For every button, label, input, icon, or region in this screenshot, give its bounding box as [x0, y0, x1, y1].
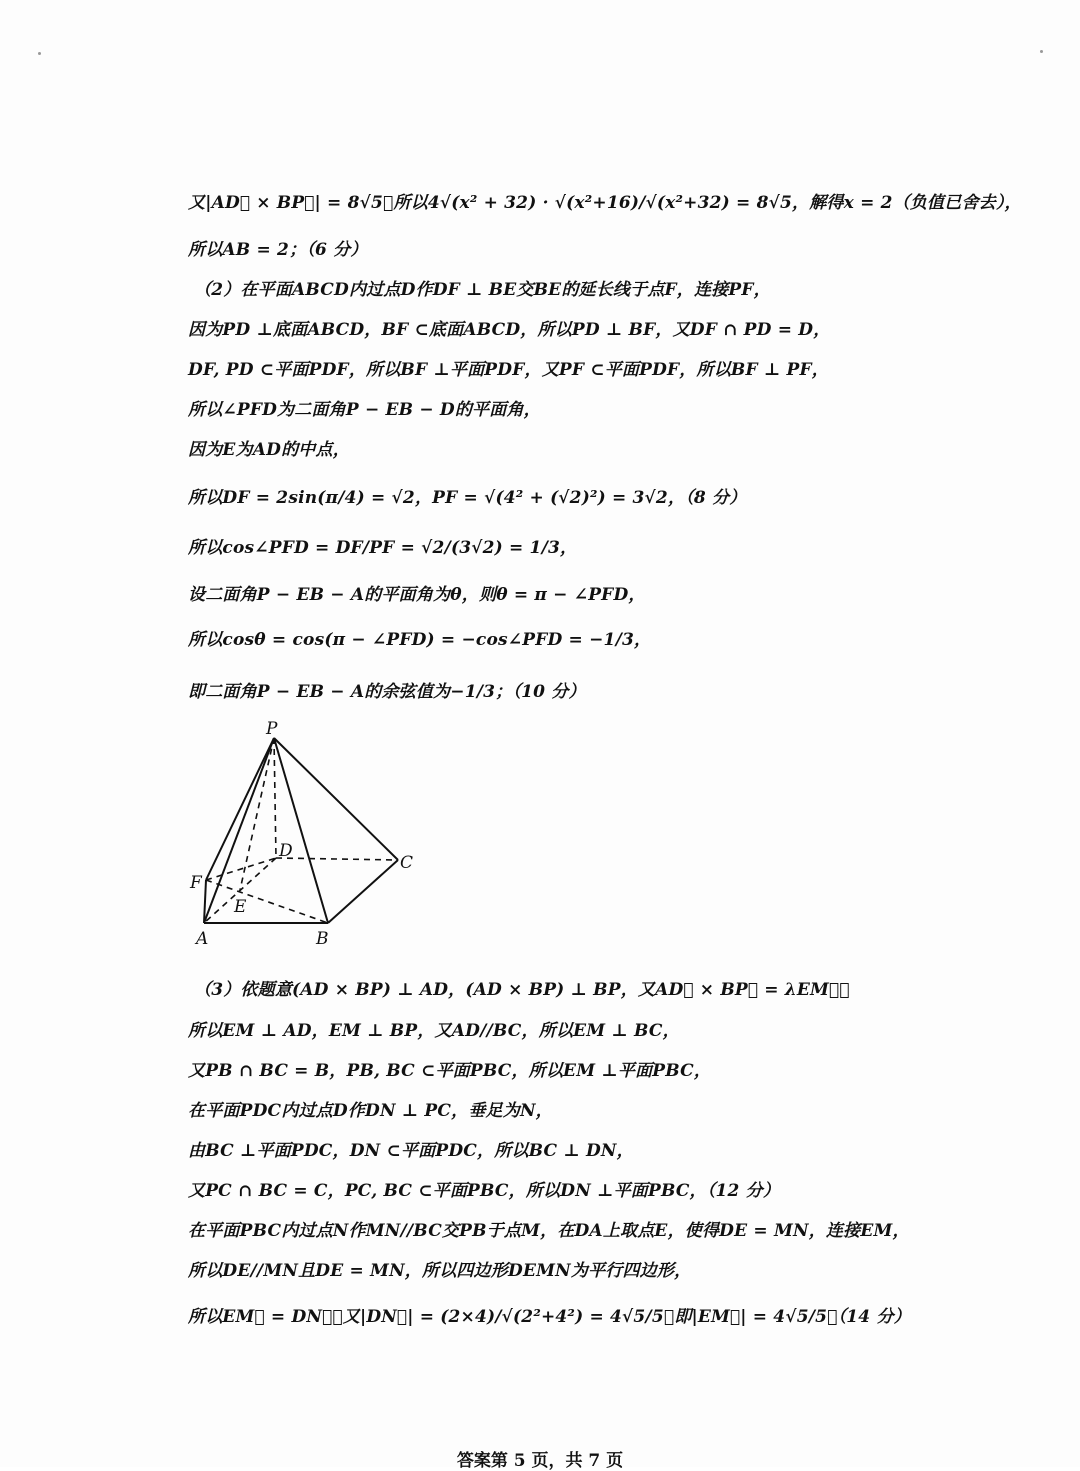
text-line-17: 由BC ⊥平面PDC，DN ⊂平面PDC，所以BC ⊥ DN， — [188, 1141, 634, 1161]
text-line-19: 在平面PBC内过点N作MN//BC交PB于点M，在DA上取点E，使得DE = MN，连接EM， — [188, 1221, 910, 1241]
text-line-3: （2）在平面ABCD内过点D作DF ⊥ BE交BE的延长线于点F，连接PF， — [194, 280, 771, 300]
text-line-6: 所以∠PFD为二面角P − EB − D的平面角， — [188, 400, 541, 420]
text-line-7: 因为E为AD的中点， — [188, 440, 350, 460]
page-footer: 答案第 5 页，共 7 页 — [456, 1451, 624, 1471]
label-A: A — [196, 929, 209, 949]
label-P: P — [266, 719, 278, 739]
scan-speck — [38, 52, 41, 55]
text-line-16: 在平面PDC内过点D作DN ⊥ PC，垂足为N， — [188, 1101, 553, 1121]
label-B: B — [316, 929, 329, 949]
pyramid-figure — [186, 718, 426, 950]
text-line-10: 设二面角P − EB − A的平面角为θ，则θ = π − ∠PFD， — [188, 585, 646, 605]
text-line-9: 所以cos∠PFD = DF/PF = √2/(3√2) = 1/3， — [188, 538, 578, 558]
text-line-8: 所以DF = 2sin(π/4) = √2，PF = √(4² + (√2)²) = 3√2，（8 分） — [188, 488, 747, 508]
text-line-13: （3）依题意(AD × BP) ⊥ AD，(AD × BP) ⊥ BP，又AD⃗ × BP⃗ = λEM⃗， — [194, 980, 850, 1000]
text-line-20: 所以DE//MN且DE = MN，所以四边形DEMN为平行四边形， — [188, 1261, 692, 1281]
text-line-12: 即二面角P − EB − A的余弦值为−1/3；（10 分） — [188, 682, 586, 702]
text-line-4: 因为PD ⊥底面ABCD，BF ⊂底面ABCD，所以PD ⊥ BF，又DF ∩ PD = D， — [188, 320, 831, 340]
edge-PF — [206, 738, 274, 880]
text-line-14: 所以EM ⊥ AD，EM ⊥ BP，又AD//BC，所以EM ⊥ BC， — [188, 1021, 680, 1041]
text-line-11: 所以cosθ = cos(π − ∠PFD) = −cos∠PFD = −1/3， — [188, 630, 652, 650]
edge-FB — [206, 880, 328, 923]
edge-PD — [274, 738, 276, 858]
edge-DC — [276, 858, 398, 860]
pyramid-diagram — [186, 718, 426, 950]
edge-PA — [204, 738, 274, 923]
label-F: F — [190, 873, 202, 893]
edge-FD — [206, 858, 276, 880]
text-line-1: 又|AD⃗ × BP⃗| = 8√5，所以4√(x² + 32) · √(x²+16)/√(x²+32) = 8√5，解得x = 2（负值已舍去）， — [188, 193, 1022, 213]
text-line-2: 所以AB = 2；（6 分） — [188, 240, 368, 260]
text-line-18: 又PC ∩ BC = C，PC, BC ⊂平面PBC，所以DN ⊥平面PBC，（12 分） — [188, 1181, 781, 1201]
edge-BC — [328, 860, 398, 923]
scan-speck — [1040, 50, 1043, 53]
text-line-5: DF, PD ⊂平面PDF，所以BF ⊥平面PDF，又PF ⊂平面PDF，所以BF ⊥ PF， — [188, 360, 829, 380]
label-C: C — [400, 853, 414, 873]
text-line-21: 所以EM⃗ = DN⃗，又|DN⃗| = (2×4)/√(2²+4²) = 4√5/5，即|EM⃗| = 4√5/5，（14 分） — [188, 1307, 911, 1327]
label-E: E — [234, 897, 247, 917]
label-D: D — [279, 841, 293, 861]
text-line-15: 又PB ∩ BC = B，PB, BC ⊂平面PBC，所以EM ⊥平面PBC， — [188, 1061, 712, 1081]
